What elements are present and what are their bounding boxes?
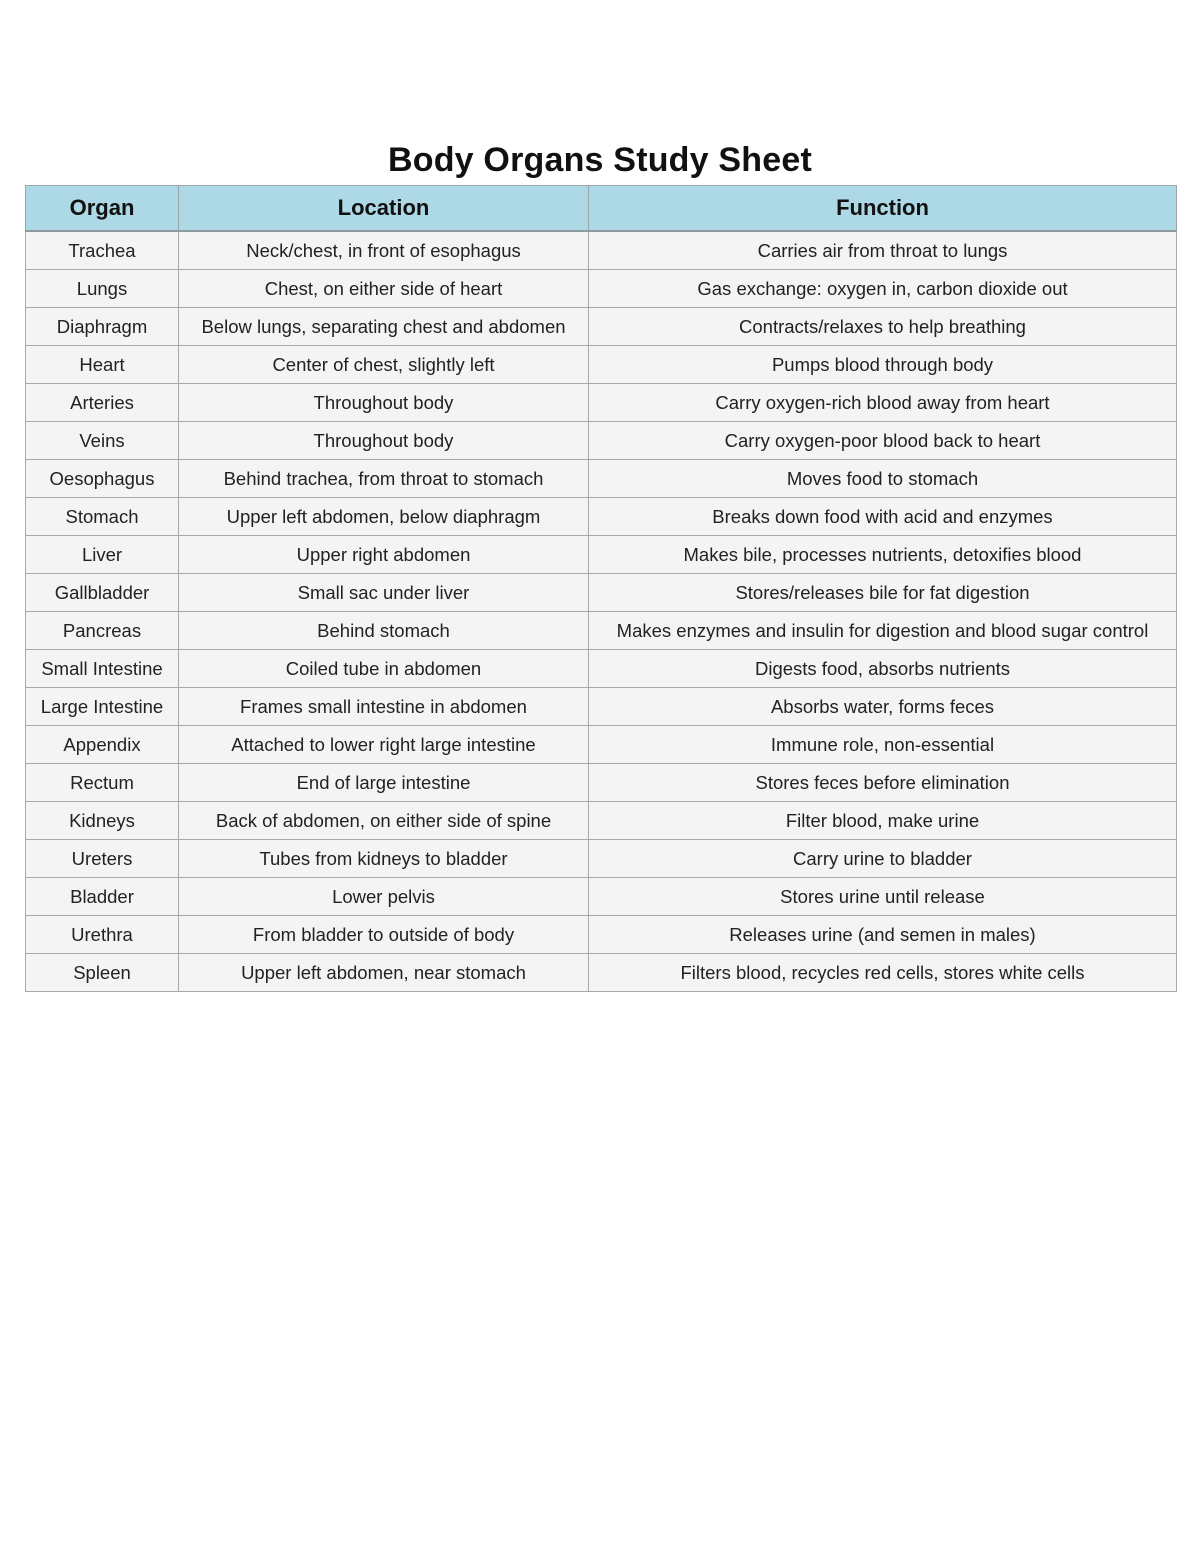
cell-organ: Heart (26, 346, 179, 384)
table-row (26, 231, 1177, 270)
cell-organ: Small Intestine (26, 650, 179, 688)
cell-function: Makes enzymes and insulin for digestion and blood sugar control (589, 612, 1177, 650)
cell-organ: Arteries (26, 384, 179, 422)
cell-function: Breaks down food with acid and enzymes (589, 498, 1177, 536)
cell-organ: Appendix (26, 726, 179, 764)
cell-organ: Diaphragm (26, 308, 179, 346)
cell-location: Center of chest, slightly left (179, 346, 589, 384)
cell-location: From bladder to outside of body (179, 916, 589, 954)
cell-organ: Large Intestine (26, 688, 179, 726)
table-row (26, 764, 1177, 802)
cell-function: Immune role, non-essential (589, 726, 1177, 764)
cell-location: Throughout body (179, 422, 589, 460)
table-row (26, 574, 1177, 612)
cell-function: Carry oxygen-rich blood away from heart (589, 384, 1177, 422)
cell-location: Behind trachea, from throat to stomach (179, 460, 589, 498)
table-row (26, 916, 1177, 954)
table-row (26, 612, 1177, 650)
cell-function: Contracts/relaxes to help breathing (589, 308, 1177, 346)
cell-function: Stores feces before elimination (589, 764, 1177, 802)
cell-organ: Urethra (26, 916, 179, 954)
table-row (26, 536, 1177, 574)
column-header-location: Location (179, 186, 589, 232)
cell-function: Moves food to stomach (589, 460, 1177, 498)
cell-organ: Trachea (26, 231, 179, 270)
cell-function: Carry urine to bladder (589, 840, 1177, 878)
cell-location: Tubes from kidneys to bladder (179, 840, 589, 878)
cell-function: Stores urine until release (589, 878, 1177, 916)
cell-organ: Spleen (26, 954, 179, 992)
cell-function: Filters blood, recycles red cells, stores white cells (589, 954, 1177, 992)
table-row (26, 346, 1177, 384)
cell-organ: Lungs (26, 270, 179, 308)
cell-function: Pumps blood through body (589, 346, 1177, 384)
cell-location: Behind stomach (179, 612, 589, 650)
cell-location: Frames small intestine in abdomen (179, 688, 589, 726)
cell-function: Stores/releases bile for fat digestion (589, 574, 1177, 612)
cell-location: Coiled tube in abdomen (179, 650, 589, 688)
table-row (26, 688, 1177, 726)
table-header-row (26, 186, 1177, 232)
table-row (26, 878, 1177, 916)
table-row (26, 460, 1177, 498)
page-title: Body Organs Study Sheet (387, 141, 812, 179)
table-row (26, 954, 1177, 992)
cell-function: Filter blood, make urine (589, 802, 1177, 840)
cell-location: Neck/chest, in front of esophagus (179, 231, 589, 270)
cell-location: Upper left abdomen, below diaphragm (179, 498, 589, 536)
cell-function: Makes bile, processes nutrients, detoxifies blood (589, 536, 1177, 574)
cell-organ: Liver (26, 536, 179, 574)
table-body (26, 231, 1177, 992)
cell-organ: Gallbladder (26, 574, 179, 612)
cell-location: Upper right abdomen (179, 536, 589, 574)
cell-location: Back of abdomen, on either side of spine (179, 802, 589, 840)
table-row (26, 726, 1177, 764)
table-row (26, 422, 1177, 460)
cell-organ: Rectum (26, 764, 179, 802)
cell-location: Small sac under liver (179, 574, 589, 612)
cell-function: Carry oxygen-poor blood back to heart (589, 422, 1177, 460)
cell-location: Lower pelvis (179, 878, 589, 916)
table-row (26, 270, 1177, 308)
table-row (26, 650, 1177, 688)
cell-location: Upper left abdomen, near stomach (179, 954, 589, 992)
cell-organ: Pancreas (26, 612, 179, 650)
cell-location: Below lungs, separating chest and abdomen (179, 308, 589, 346)
table-row (26, 498, 1177, 536)
cell-organ: Kidneys (26, 802, 179, 840)
cell-location: Attached to lower right large intestine (179, 726, 589, 764)
cell-function: Absorbs water, forms feces (589, 688, 1177, 726)
cell-function: Digests food, absorbs nutrients (589, 650, 1177, 688)
table-row (26, 802, 1177, 840)
cell-organ: Veins (26, 422, 179, 460)
cell-location: Throughout body (179, 384, 589, 422)
cell-location: Chest, on either side of heart (179, 270, 589, 308)
table-row (26, 384, 1177, 422)
cell-organ: Stomach (26, 498, 179, 536)
organs-table (25, 185, 1177, 992)
cell-function: Gas exchange: oxygen in, carbon dioxide out (589, 270, 1177, 308)
column-header-organ: Organ (26, 186, 179, 232)
cell-location: End of large intestine (179, 764, 589, 802)
cell-function: Carries air from throat to lungs (589, 231, 1177, 270)
column-header-function: Function (589, 186, 1177, 232)
cell-organ: Oesophagus (26, 460, 179, 498)
cell-organ: Bladder (26, 878, 179, 916)
table-row (26, 840, 1177, 878)
cell-organ: Ureters (26, 840, 179, 878)
table-row (26, 308, 1177, 346)
cell-function: Releases urine (and semen in males) (589, 916, 1177, 954)
